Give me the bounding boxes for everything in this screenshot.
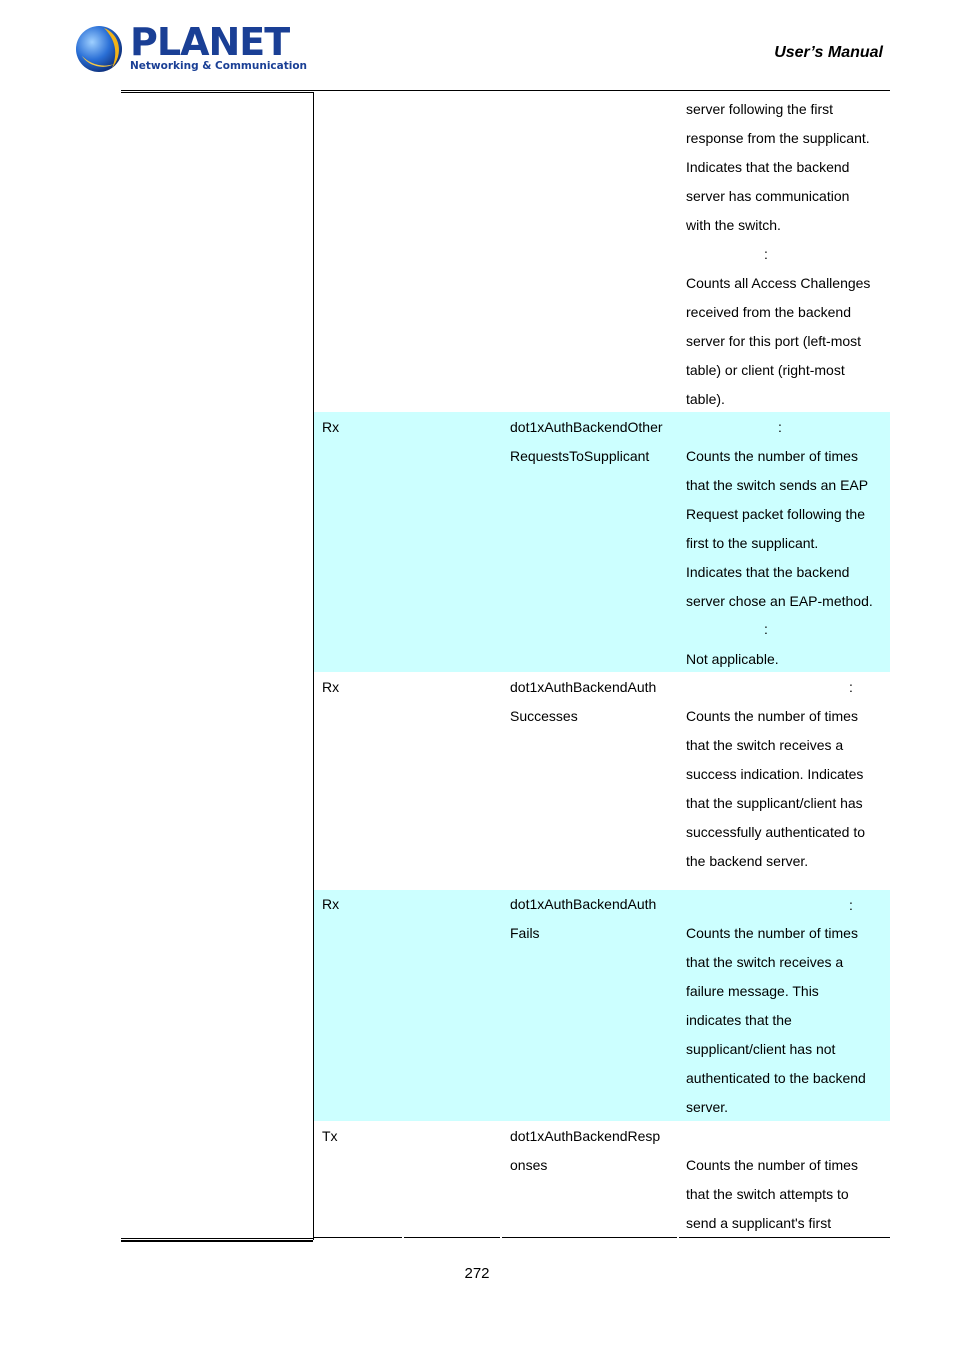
- description-cell: Counts the number of times that the switch sends an EAP Request packet following the first to the supplicant. Indicates that the backend server chose an EAP-method. Not applicable.: [686, 448, 873, 667]
- table-row: [314, 412, 890, 672]
- table-bottom-rule: [502, 1237, 677, 1238]
- direction-cell: Rx: [322, 679, 340, 695]
- direction-cell: Rx: [322, 896, 340, 912]
- table-bottom-rule: [404, 1237, 500, 1238]
- description-colon: :: [764, 621, 768, 637]
- description-cell: Counts the number of times that the switch receives a failure message. This indicates that the supplicant/client has not authenticated to the backend server.: [686, 925, 866, 1115]
- description-colon: :: [778, 419, 782, 435]
- description-colon: :: [849, 679, 853, 695]
- direction-cell: Rx: [322, 419, 340, 435]
- counter-cell: dot1xAuthBackendAuth Successes: [510, 679, 657, 724]
- logo-wordmark: PLANET: [130, 20, 290, 64]
- table-row: [314, 1121, 890, 1237]
- header-rule-left: [121, 92, 313, 93]
- table-row: [314, 95, 890, 412]
- logo-tagline: Networking & Communication: [130, 60, 308, 72]
- footer-rule: [121, 1238, 313, 1239]
- globe-icon: [74, 22, 128, 76]
- description-cell: server following the first response from the supplicant. Indicates that the backend server has communication with the switch. Counts all Access Challenges received from the backend server for this port (left-most table) or client (right-most table).: [686, 101, 871, 407]
- description-colon: :: [849, 897, 853, 913]
- table-bottom-rule: [314, 1237, 402, 1238]
- direction-cell: Tx: [322, 1128, 338, 1144]
- footer-rule-thick: [121, 1240, 313, 1242]
- counter-cell: dot1xAuthBackendResp onses: [510, 1128, 661, 1173]
- header-rule: [121, 90, 890, 91]
- counter-cell: dot1xAuthBackendOther RequestsToSupplicant: [510, 419, 663, 464]
- planet-logo: [74, 20, 308, 78]
- table-bottom-rule: [679, 1237, 890, 1238]
- table-row: [314, 890, 890, 1121]
- description-colon: :: [764, 246, 768, 262]
- table-row: [314, 672, 890, 890]
- manual-title: User’s Manual: [774, 44, 883, 61]
- page-number: 272: [464, 1265, 490, 1282]
- description-cell: Counts the number of times that the switch receives a success indication. Indicates that the supplicant/client has successfully authenticated to the backend server.: [686, 708, 865, 869]
- counter-cell: dot1xAuthBackendAuth Fails: [510, 896, 657, 941]
- description-cell: Counts the number of times that the switch attempts to send a supplicant's first: [686, 1157, 858, 1231]
